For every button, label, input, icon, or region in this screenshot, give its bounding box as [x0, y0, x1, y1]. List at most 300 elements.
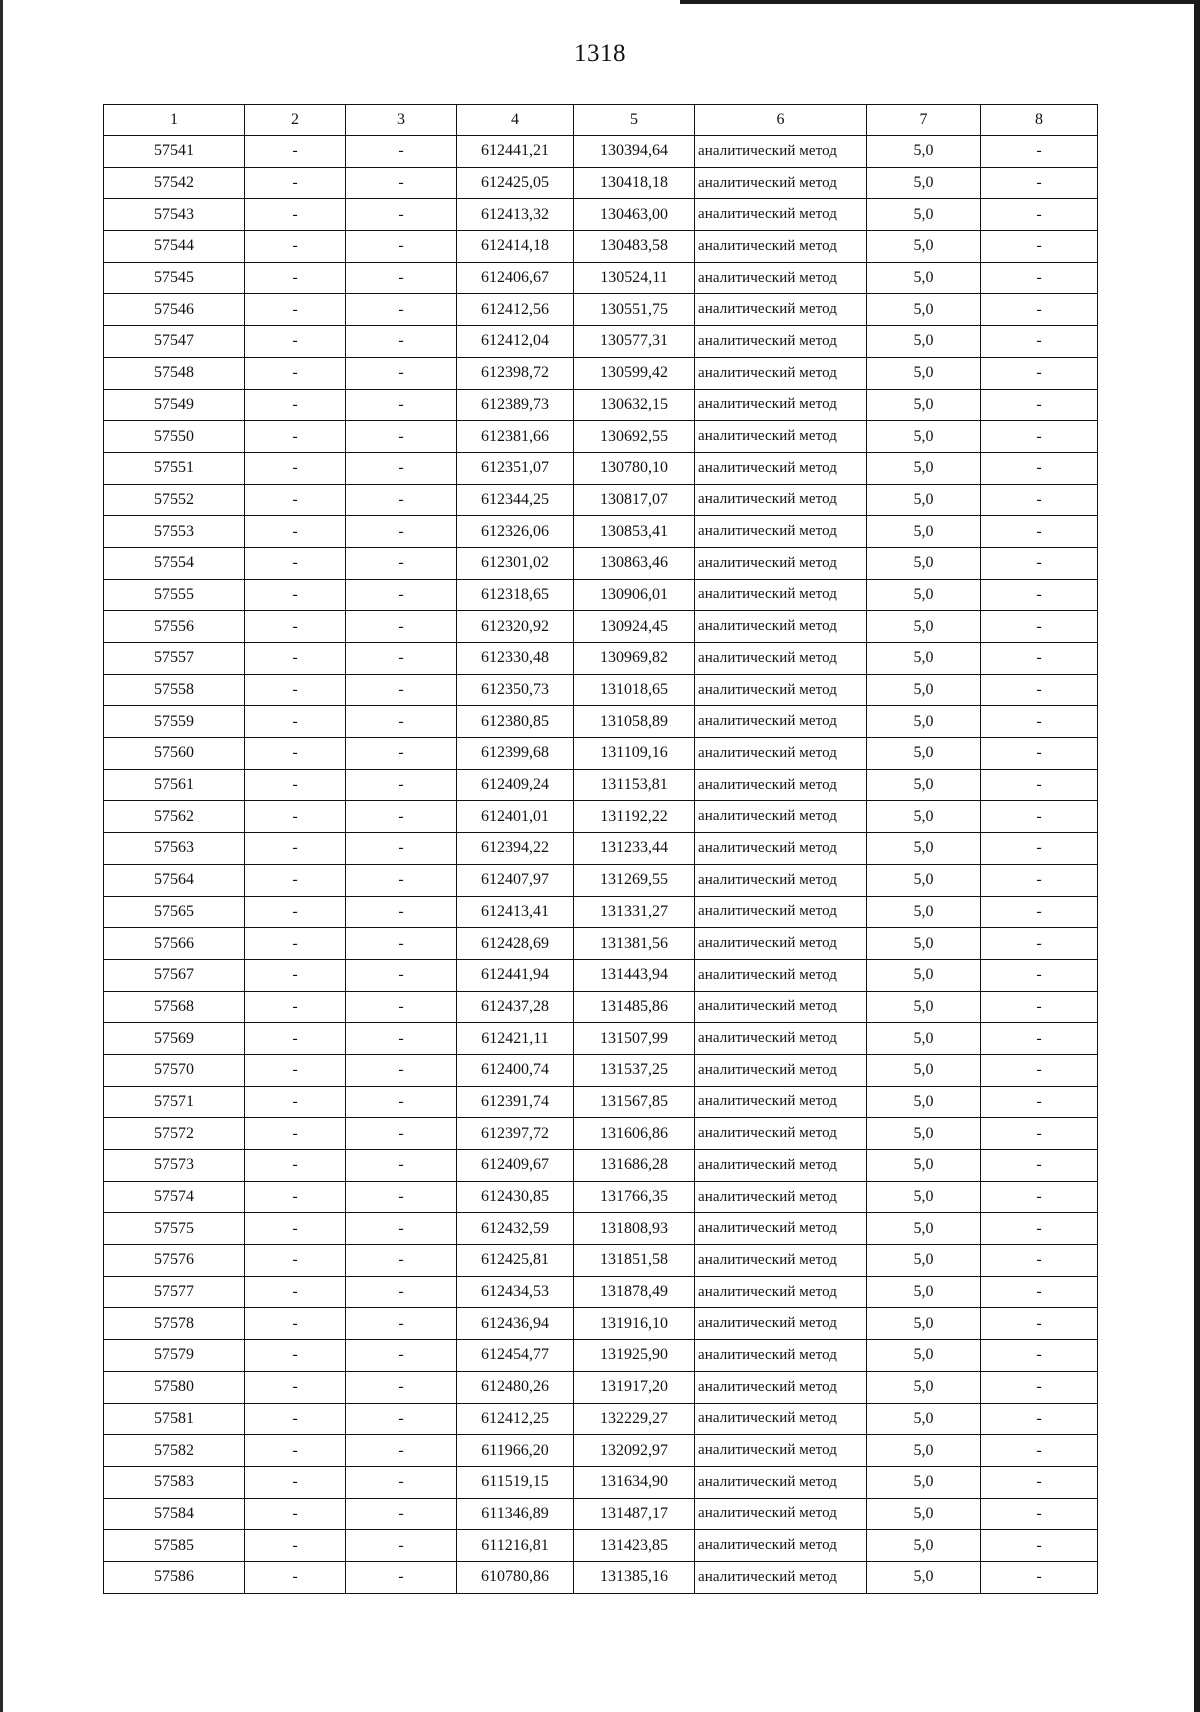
cell-coord-x: 612412,04 — [457, 326, 574, 358]
cell-col-2: - — [245, 1466, 346, 1498]
cell-col-8: - — [981, 1086, 1098, 1118]
cell-coord-x: 612409,67 — [457, 1150, 574, 1182]
cell-coord-y: 131109,16 — [574, 738, 695, 770]
cell-coord-y: 131381,56 — [574, 928, 695, 960]
cell-col-3: - — [346, 484, 457, 516]
cell-accuracy: 5,0 — [867, 1403, 981, 1435]
table-row — [104, 738, 1098, 770]
cell-method: аналитический метод — [695, 1150, 867, 1182]
cell-method: аналитический метод — [695, 1245, 867, 1277]
cell-point-number: 57543 — [104, 199, 245, 231]
cell-point-number: 57580 — [104, 1371, 245, 1403]
cell-point-number: 57541 — [104, 136, 245, 168]
cell-col-3: - — [346, 1403, 457, 1435]
cell-coord-y: 131269,55 — [574, 864, 695, 896]
cell-coord-y: 130551,75 — [574, 294, 695, 326]
cell-method: аналитический метод — [695, 674, 867, 706]
cell-coord-x: 612400,74 — [457, 1054, 574, 1086]
cell-point-number: 57560 — [104, 738, 245, 770]
cell-col-2: - — [245, 1340, 346, 1372]
cell-accuracy: 5,0 — [867, 1023, 981, 1055]
cell-accuracy: 5,0 — [867, 1245, 981, 1277]
table-body — [104, 136, 1098, 1594]
cell-coord-x: 612412,56 — [457, 294, 574, 326]
table-row — [104, 199, 1098, 231]
cell-coord-y: 130418,18 — [574, 167, 695, 199]
cell-accuracy: 5,0 — [867, 389, 981, 421]
table-row — [104, 1245, 1098, 1277]
cell-col-2: - — [245, 769, 346, 801]
cell-col-3: - — [346, 1118, 457, 1150]
cell-col-8: - — [981, 674, 1098, 706]
cell-coord-x: 612434,53 — [457, 1276, 574, 1308]
table-row — [104, 1150, 1098, 1182]
cell-accuracy: 5,0 — [867, 1498, 981, 1530]
cell-coord-y: 131567,85 — [574, 1086, 695, 1118]
cell-col-3: - — [346, 199, 457, 231]
cell-accuracy: 5,0 — [867, 452, 981, 484]
cell-method: аналитический метод — [695, 1340, 867, 1372]
cell-method: аналитический метод — [695, 928, 867, 960]
cell-point-number: 57584 — [104, 1498, 245, 1530]
cell-point-number: 57568 — [104, 991, 245, 1023]
cell-col-3: - — [346, 769, 457, 801]
column-header-8: 8 — [981, 105, 1098, 136]
cell-coord-x: 612394,22 — [457, 833, 574, 865]
cell-point-number: 57578 — [104, 1308, 245, 1340]
cell-accuracy: 5,0 — [867, 674, 981, 706]
cell-col-3: - — [346, 136, 457, 168]
cell-coord-y: 131507,99 — [574, 1023, 695, 1055]
cell-col-2: - — [245, 1181, 346, 1213]
table-row — [104, 1530, 1098, 1562]
cell-col-3: - — [346, 801, 457, 833]
cell-method: аналитический метод — [695, 769, 867, 801]
cell-col-8: - — [981, 1435, 1098, 1467]
cell-col-8: - — [981, 1276, 1098, 1308]
cell-col-8: - — [981, 579, 1098, 611]
cell-col-3: - — [346, 262, 457, 294]
cell-method: аналитический метод — [695, 1466, 867, 1498]
cell-coord-x: 612454,77 — [457, 1340, 574, 1372]
cell-accuracy: 5,0 — [867, 738, 981, 770]
cell-col-3: - — [346, 1181, 457, 1213]
cell-col-3: - — [346, 326, 457, 358]
table-row — [104, 769, 1098, 801]
cell-col-3: - — [346, 959, 457, 991]
cell-col-3: - — [346, 1054, 457, 1086]
cell-point-number: 57571 — [104, 1086, 245, 1118]
cell-coord-x: 612409,24 — [457, 769, 574, 801]
cell-col-3: - — [346, 1498, 457, 1530]
cell-point-number: 57546 — [104, 294, 245, 326]
cell-coord-x: 612399,68 — [457, 738, 574, 770]
cell-coord-y: 130632,15 — [574, 389, 695, 421]
cell-point-number: 57564 — [104, 864, 245, 896]
table-row — [104, 1561, 1098, 1593]
cell-point-number: 57554 — [104, 547, 245, 579]
cell-col-8: - — [981, 738, 1098, 770]
cell-accuracy: 5,0 — [867, 611, 981, 643]
cell-accuracy: 5,0 — [867, 1561, 981, 1593]
cell-col-2: - — [245, 326, 346, 358]
cell-point-number: 57563 — [104, 833, 245, 865]
cell-col-2: - — [245, 579, 346, 611]
cell-coord-x: 612414,18 — [457, 231, 574, 263]
cell-method: аналитический метод — [695, 357, 867, 389]
cell-accuracy: 5,0 — [867, 516, 981, 548]
cell-coord-y: 131686,28 — [574, 1150, 695, 1182]
cell-col-8: - — [981, 516, 1098, 548]
cell-col-3: - — [346, 643, 457, 675]
cell-accuracy: 5,0 — [867, 1340, 981, 1372]
cell-col-3: - — [346, 547, 457, 579]
cell-point-number: 57542 — [104, 167, 245, 199]
cell-col-3: - — [346, 1023, 457, 1055]
cell-accuracy: 5,0 — [867, 1466, 981, 1498]
cell-coord-y: 131537,25 — [574, 1054, 695, 1086]
cell-coord-y: 131808,93 — [574, 1213, 695, 1245]
cell-point-number: 57566 — [104, 928, 245, 960]
table-row — [104, 706, 1098, 738]
cell-coord-x: 612389,73 — [457, 389, 574, 421]
cell-accuracy: 5,0 — [867, 1530, 981, 1562]
table-row — [104, 516, 1098, 548]
cell-method: аналитический метод — [695, 326, 867, 358]
cell-coord-y: 130924,45 — [574, 611, 695, 643]
cell-col-8: - — [981, 294, 1098, 326]
cell-coord-x: 612406,67 — [457, 262, 574, 294]
cell-col-2: - — [245, 1276, 346, 1308]
cell-col-3: - — [346, 1371, 457, 1403]
cell-coord-y: 131916,10 — [574, 1308, 695, 1340]
cell-accuracy: 5,0 — [867, 801, 981, 833]
table-row — [104, 231, 1098, 263]
cell-col-3: - — [346, 389, 457, 421]
cell-col-2: - — [245, 833, 346, 865]
cell-method: аналитический метод — [695, 611, 867, 643]
cell-col-8: - — [981, 896, 1098, 928]
cell-col-2: - — [245, 801, 346, 833]
cell-coord-y: 130394,64 — [574, 136, 695, 168]
cell-point-number: 57559 — [104, 706, 245, 738]
cell-method: аналитический метод — [695, 643, 867, 675]
cell-col-3: - — [346, 421, 457, 453]
cell-col-2: - — [245, 1054, 346, 1086]
cell-method: аналитический метод — [695, 1054, 867, 1086]
cell-col-3: - — [346, 1561, 457, 1593]
coordinates-table — [103, 104, 1098, 1594]
cell-accuracy: 5,0 — [867, 199, 981, 231]
cell-col-8: - — [981, 1213, 1098, 1245]
cell-col-8: - — [981, 769, 1098, 801]
cell-coord-x: 611966,20 — [457, 1435, 574, 1467]
cell-accuracy: 5,0 — [867, 1371, 981, 1403]
cell-coord-y: 130969,82 — [574, 643, 695, 675]
table-row — [104, 674, 1098, 706]
cell-method: аналитический метод — [695, 1276, 867, 1308]
cell-col-8: - — [981, 833, 1098, 865]
cell-accuracy: 5,0 — [867, 357, 981, 389]
cell-col-2: - — [245, 896, 346, 928]
cell-accuracy: 5,0 — [867, 421, 981, 453]
table-row — [104, 643, 1098, 675]
cell-col-3: - — [346, 167, 457, 199]
cell-col-8: - — [981, 1466, 1098, 1498]
cell-point-number: 57585 — [104, 1530, 245, 1562]
cell-col-8: - — [981, 262, 1098, 294]
cell-point-number: 57565 — [104, 896, 245, 928]
table-row — [104, 167, 1098, 199]
cell-col-2: - — [245, 262, 346, 294]
table-row — [104, 357, 1098, 389]
cell-accuracy: 5,0 — [867, 326, 981, 358]
cell-method: аналитический метод — [695, 579, 867, 611]
cell-coord-x: 612428,69 — [457, 928, 574, 960]
cell-col-3: - — [346, 1150, 457, 1182]
cell-col-3: - — [346, 357, 457, 389]
cell-point-number: 57569 — [104, 1023, 245, 1055]
page-number: 1318 — [574, 40, 626, 67]
cell-coord-y: 131153,81 — [574, 769, 695, 801]
cell-col-3: - — [346, 1340, 457, 1372]
table-row — [104, 801, 1098, 833]
cell-col-8: - — [981, 928, 1098, 960]
cell-coord-y: 131443,94 — [574, 959, 695, 991]
cell-coord-x: 612380,85 — [457, 706, 574, 738]
cell-coord-x: 612430,85 — [457, 1181, 574, 1213]
table-row — [104, 1086, 1098, 1118]
header-row — [104, 105, 1098, 136]
cell-coord-y: 130906,01 — [574, 579, 695, 611]
cell-coord-y: 130524,11 — [574, 262, 695, 294]
cell-col-3: - — [346, 1213, 457, 1245]
table-row — [104, 452, 1098, 484]
cell-accuracy: 5,0 — [867, 1435, 981, 1467]
cell-accuracy: 5,0 — [867, 769, 981, 801]
cell-coord-y: 131423,85 — [574, 1530, 695, 1562]
cell-coord-y: 131766,35 — [574, 1181, 695, 1213]
cell-col-8: - — [981, 421, 1098, 453]
cell-col-2: - — [245, 389, 346, 421]
cell-coord-x: 612425,05 — [457, 167, 574, 199]
cell-col-2: - — [245, 738, 346, 770]
cell-col-3: - — [346, 674, 457, 706]
cell-method: аналитический метод — [695, 136, 867, 168]
cell-accuracy: 5,0 — [867, 833, 981, 865]
column-header-7: 7 — [867, 105, 981, 136]
cell-accuracy: 5,0 — [867, 1181, 981, 1213]
cell-col-3: - — [346, 1276, 457, 1308]
cell-col-3: - — [346, 611, 457, 643]
cell-accuracy: 5,0 — [867, 991, 981, 1023]
cell-accuracy: 5,0 — [867, 896, 981, 928]
scan-edge-right — [1194, 0, 1200, 1712]
cell-col-2: - — [245, 1371, 346, 1403]
cell-col-3: - — [346, 294, 457, 326]
cell-point-number: 57583 — [104, 1466, 245, 1498]
cell-col-2: - — [245, 1403, 346, 1435]
cell-col-8: - — [981, 959, 1098, 991]
cell-point-number: 57548 — [104, 357, 245, 389]
cell-coord-y: 131634,90 — [574, 1466, 695, 1498]
table-row — [104, 1498, 1098, 1530]
cell-col-2: - — [245, 547, 346, 579]
table-row — [104, 1118, 1098, 1150]
cell-point-number: 57577 — [104, 1276, 245, 1308]
cell-method: аналитический метод — [695, 1498, 867, 1530]
cell-method: аналитический метод — [695, 896, 867, 928]
cell-col-2: - — [245, 452, 346, 484]
cell-coord-y: 131018,65 — [574, 674, 695, 706]
cell-point-number: 57561 — [104, 769, 245, 801]
cell-coord-x: 611216,81 — [457, 1530, 574, 1562]
cell-col-2: - — [245, 928, 346, 960]
cell-coord-y: 130863,46 — [574, 547, 695, 579]
cell-col-8: - — [981, 389, 1098, 421]
cell-point-number: 57549 — [104, 389, 245, 421]
cell-coord-x: 612391,74 — [457, 1086, 574, 1118]
cell-col-8: - — [981, 452, 1098, 484]
cell-coord-x: 612441,21 — [457, 136, 574, 168]
cell-point-number: 57575 — [104, 1213, 245, 1245]
cell-method: аналитический метод — [695, 516, 867, 548]
cell-coord-y: 130780,10 — [574, 452, 695, 484]
cell-accuracy: 5,0 — [867, 864, 981, 896]
table-row — [104, 389, 1098, 421]
cell-col-8: - — [981, 547, 1098, 579]
cell-point-number: 57550 — [104, 421, 245, 453]
cell-coord-x: 612421,11 — [457, 1023, 574, 1055]
table-row — [104, 1213, 1098, 1245]
cell-col-2: - — [245, 643, 346, 675]
table-row — [104, 1023, 1098, 1055]
cell-col-2: - — [245, 1245, 346, 1277]
cell-point-number: 57551 — [104, 452, 245, 484]
cell-col-8: - — [981, 136, 1098, 168]
column-header-1: 1 — [104, 105, 245, 136]
cell-coord-x: 612425,81 — [457, 1245, 574, 1277]
table-row — [104, 421, 1098, 453]
cell-coord-y: 131917,20 — [574, 1371, 695, 1403]
cell-col-8: - — [981, 1403, 1098, 1435]
cell-method: аналитический метод — [695, 706, 867, 738]
cell-col-2: - — [245, 674, 346, 706]
cell-method: аналитический метод — [695, 1530, 867, 1562]
cell-method: аналитический метод — [695, 167, 867, 199]
cell-method: аналитический метод — [695, 294, 867, 326]
cell-coord-x: 612301,02 — [457, 547, 574, 579]
cell-coord-y: 131485,86 — [574, 991, 695, 1023]
cell-col-2: - — [245, 991, 346, 1023]
cell-coord-y: 131058,89 — [574, 706, 695, 738]
table-row — [104, 1403, 1098, 1435]
table-row — [104, 547, 1098, 579]
table-row — [104, 262, 1098, 294]
cell-coord-y: 130463,00 — [574, 199, 695, 231]
cell-point-number: 57553 — [104, 516, 245, 548]
cell-col-8: - — [981, 326, 1098, 358]
cell-point-number: 57586 — [104, 1561, 245, 1593]
cell-col-2: - — [245, 611, 346, 643]
cell-coord-y: 130483,58 — [574, 231, 695, 263]
cell-col-2: - — [245, 421, 346, 453]
cell-coord-x: 612326,06 — [457, 516, 574, 548]
cell-col-8: - — [981, 1530, 1098, 1562]
cell-coord-y: 130692,55 — [574, 421, 695, 453]
cell-accuracy: 5,0 — [867, 1118, 981, 1150]
cell-col-8: - — [981, 706, 1098, 738]
cell-coord-x: 612436,94 — [457, 1308, 574, 1340]
cell-col-8: - — [981, 1308, 1098, 1340]
cell-coord-y: 131487,17 — [574, 1498, 695, 1530]
table-row — [104, 1435, 1098, 1467]
table-row — [104, 959, 1098, 991]
column-header-4: 4 — [457, 105, 574, 136]
cell-accuracy: 5,0 — [867, 231, 981, 263]
cell-coord-x: 612480,26 — [457, 1371, 574, 1403]
cell-accuracy: 5,0 — [867, 294, 981, 326]
cell-accuracy: 5,0 — [867, 547, 981, 579]
cell-col-3: - — [346, 1466, 457, 1498]
cell-method: аналитический метод — [695, 1213, 867, 1245]
cell-accuracy: 5,0 — [867, 484, 981, 516]
cell-coord-x: 612413,41 — [457, 896, 574, 928]
cell-col-8: - — [981, 1340, 1098, 1372]
cell-accuracy: 5,0 — [867, 1054, 981, 1086]
cell-method: аналитический метод — [695, 1308, 867, 1340]
cell-coord-y: 131233,44 — [574, 833, 695, 865]
cell-col-2: - — [245, 1150, 346, 1182]
cell-coord-x: 612330,48 — [457, 643, 574, 675]
cell-point-number: 57581 — [104, 1403, 245, 1435]
cell-point-number: 57545 — [104, 262, 245, 294]
cell-method: аналитический метод — [695, 231, 867, 263]
cell-col-8: - — [981, 1118, 1098, 1150]
cell-col-2: - — [245, 484, 346, 516]
cell-col-2: - — [245, 294, 346, 326]
cell-col-2: - — [245, 1118, 346, 1150]
cell-col-3: - — [346, 231, 457, 263]
cell-accuracy: 5,0 — [867, 1086, 981, 1118]
cell-col-8: - — [981, 199, 1098, 231]
table-row — [104, 833, 1098, 865]
cell-point-number: 57576 — [104, 1245, 245, 1277]
cell-point-number: 57547 — [104, 326, 245, 358]
cell-col-8: - — [981, 167, 1098, 199]
cell-col-8: - — [981, 1245, 1098, 1277]
table-row — [104, 136, 1098, 168]
cell-coord-x: 611519,15 — [457, 1466, 574, 1498]
cell-accuracy: 5,0 — [867, 1276, 981, 1308]
cell-coord-x: 612398,72 — [457, 357, 574, 389]
cell-col-8: - — [981, 1498, 1098, 1530]
cell-method: аналитический метод — [695, 991, 867, 1023]
cell-coord-y: 130599,42 — [574, 357, 695, 389]
cell-coord-y: 131385,16 — [574, 1561, 695, 1593]
cell-coord-x: 612441,94 — [457, 959, 574, 991]
cell-col-8: - — [981, 484, 1098, 516]
cell-accuracy: 5,0 — [867, 167, 981, 199]
cell-method: аналитический метод — [695, 1371, 867, 1403]
cell-method: аналитический метод — [695, 452, 867, 484]
cell-col-3: - — [346, 706, 457, 738]
cell-coord-y: 130817,07 — [574, 484, 695, 516]
cell-col-3: - — [346, 928, 457, 960]
cell-coord-x: 612401,01 — [457, 801, 574, 833]
cell-point-number: 57562 — [104, 801, 245, 833]
column-header-5: 5 — [574, 105, 695, 136]
